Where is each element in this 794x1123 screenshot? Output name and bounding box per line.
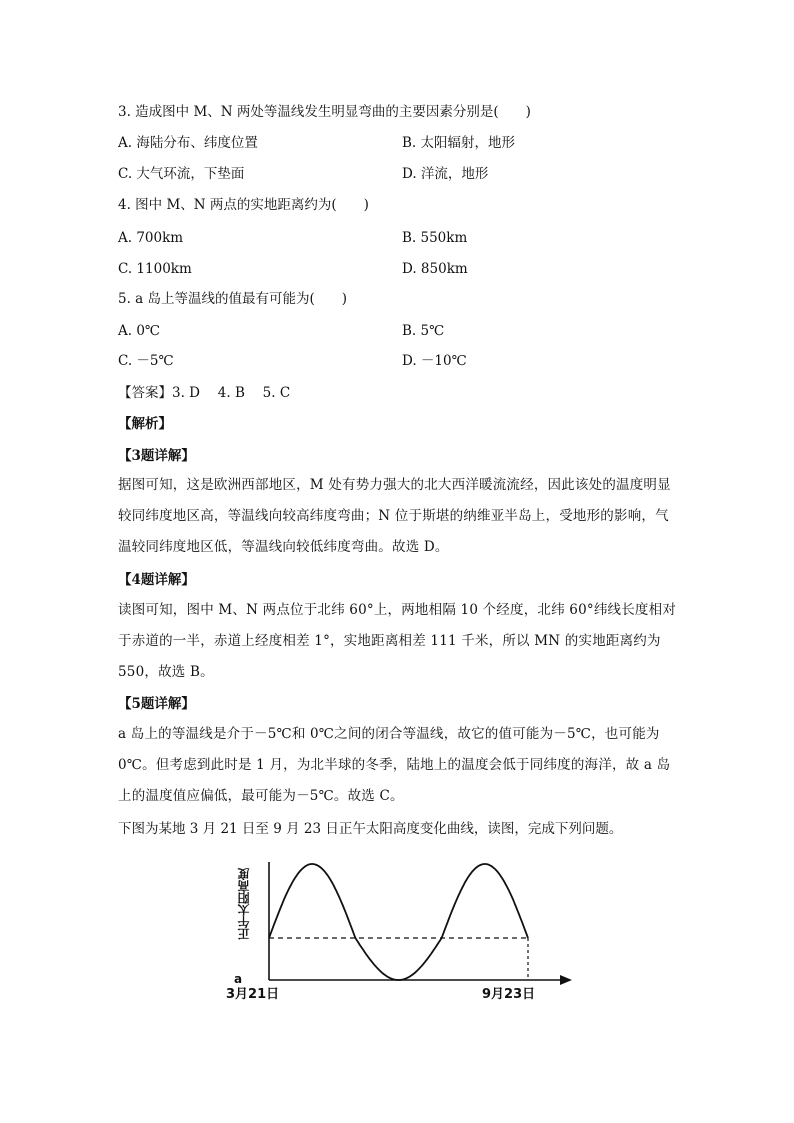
x-axis-arrow xyxy=(560,975,572,985)
sun-altitude-chart xyxy=(226,852,586,1002)
q3-stem: 3. 造成图中 M、N 两处等温线发生明显弯曲的主要因素分别是( ) xyxy=(118,104,531,120)
q3-option-d: D. 洋流，地形 xyxy=(402,166,489,182)
q5-option-a: A. 0℃ xyxy=(118,323,161,339)
detail5-label: 【5题详解】 xyxy=(118,696,195,712)
x-end-label: 9月23日 xyxy=(482,987,536,1002)
q3-option-c: C. 大气环流，下垫面 xyxy=(118,166,245,182)
analysis-label: 【解析】 xyxy=(118,416,172,432)
origin-label: a xyxy=(234,972,243,986)
q5-stem: 5. a 岛上等温线的值最有可能为( ) xyxy=(118,291,348,307)
y-axis-label: 正午太阳高度 xyxy=(237,868,251,940)
detail5-text: a 岛上的等温线是介于－5℃和 0℃之间的闭合等温线，故它的值可能为－5℃，也可能为 0℃。但考虑到此时是 1 月，为北半球的冬季，陆地上的温度会低于同纬度的海洋，故 a 岛上的温度值应偏低，最可能为－5℃。故选 C。 xyxy=(118,726,671,804)
answer-line: 【答案】3. D 4. B 5. C xyxy=(118,385,291,401)
q5-option-b: B. 5℃ xyxy=(402,323,445,339)
q5-option-d: D. －10℃ xyxy=(402,353,467,369)
sun-altitude-curve xyxy=(269,864,528,980)
detail4-text: 读图可知，图中 M、N 两点位于北纬 60°上，两地相隔 10 个经度，北纬 60°纬线长度相对于赤道的一半，赤道上经度相差 1°，实地距离相差 111 千米，所以 MN 的实地距离约为 550，故选 B。 xyxy=(118,602,677,680)
q4-option-c: C. 1100km xyxy=(118,261,192,277)
q4-stem: 4. 图中 M、N 两点的实地距离约为( ) xyxy=(118,197,369,213)
detail3-text: 据图可知，这是欧洲西部地区，M 处有势力强大的北大西洋暖流流经，因此该处的温度明显较同纬度地区高，等温线向较高纬度弯曲；N 位于斯堪的纳维亚半岛上，受地形的影响，气温较同纬度地区低，等温线向较低纬度弯曲。故选 D。 xyxy=(118,477,671,555)
figure-intro: 下图为某地 3 月 21 日至 9 月 23 日正午太阳高度变化曲线，读图，完成下列问题。 xyxy=(118,821,623,837)
x-start-label: 3月21日 xyxy=(226,987,280,1002)
q3-option-b: B. 太阳辐射，地形 xyxy=(402,135,516,151)
q4-option-b: B. 550km xyxy=(402,230,468,246)
detail3-label: 【3题详解】 xyxy=(118,448,195,464)
detail4-label: 【4题详解】 xyxy=(118,572,195,588)
q4-option-a: A. 700km xyxy=(118,230,184,246)
q3-option-a: A. 海陆分布、纬度位置 xyxy=(118,135,258,151)
q5-option-c: C. －5℃ xyxy=(118,353,174,369)
q4-option-d: D. 850km xyxy=(402,261,468,277)
